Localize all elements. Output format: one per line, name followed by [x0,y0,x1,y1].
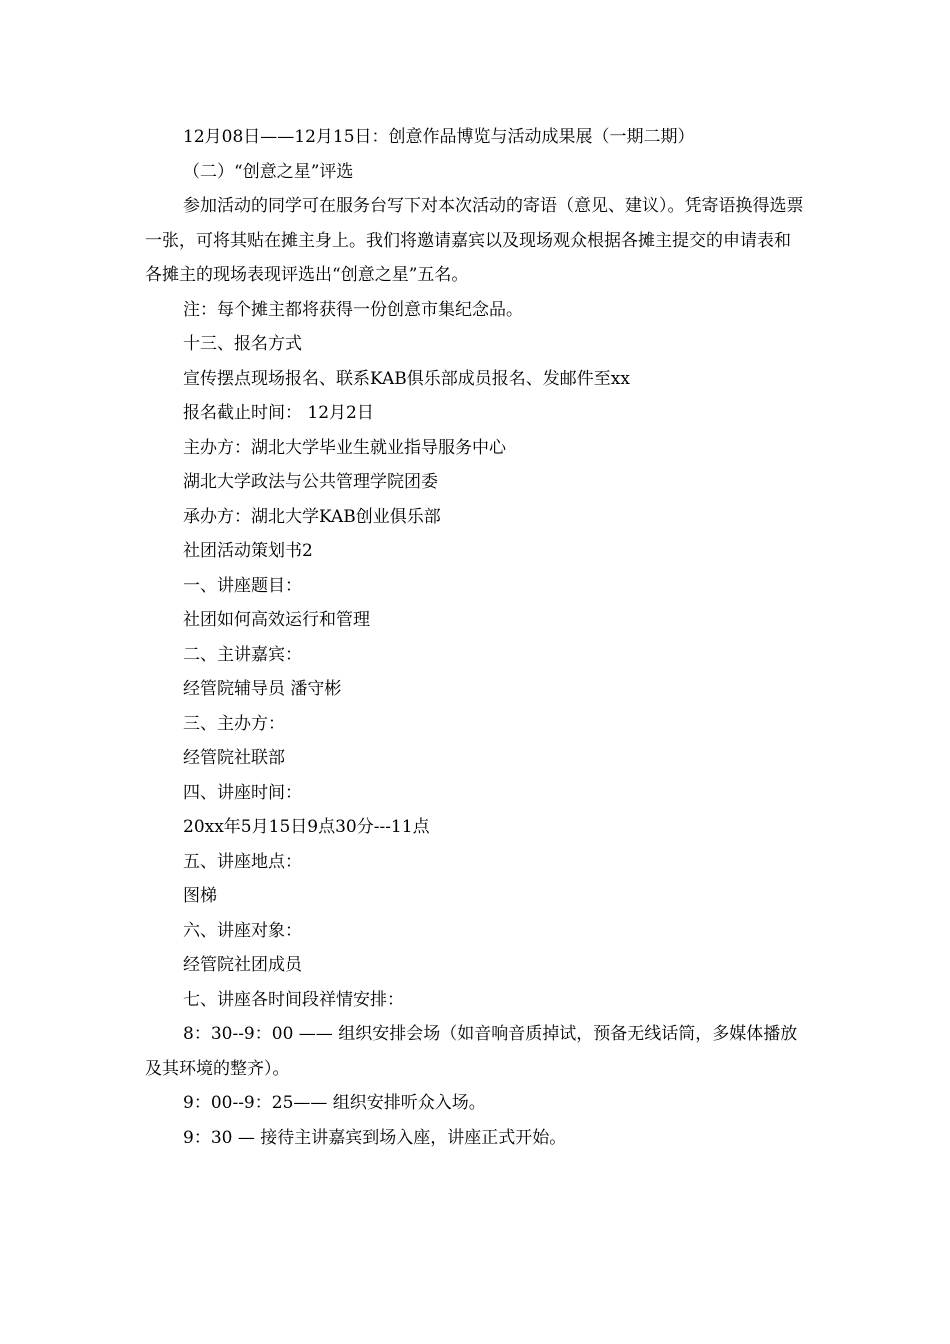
paragraph-organizer: 主办方：湖北大学毕业生就业指导服务中心 [183,437,506,458]
heading-lecture-topic: 一、讲座题目： [183,575,302,596]
paragraph-lecture-time: 20xx年5月15日9点30分---11点 [183,817,430,837]
paragraph-organizer-2: 湖北大学政法与公共管理学院团委 [183,472,438,492]
paragraph-schedule-2: 9：00--9：25—— 组织安排听众入场。 [183,1093,486,1113]
heading-lecture-location: 五、讲座地点： [183,851,302,872]
paragraph-lecture-location: 图梯 [183,886,217,906]
document-page [145,120,805,1155]
paragraph-co-organizer: 承办方：湖北大学KAB创业俱乐部 [183,506,441,527]
paragraph-registration-deadline: 报名截止时间： 12月2日 [183,403,374,423]
heading-lecture-time: 四、讲座时间： [183,782,302,803]
heading-plan-2: 社团活动策划书2 [183,541,313,561]
paragraph-exhibition-date: 12月08日——12月15日：创意作品博览与活动成果展（一期二期） [183,127,695,147]
paragraph-host: 经管院社联部 [183,748,285,768]
heading-speaker: 二、主讲嘉宾： [183,644,302,665]
heading-schedule: 七、讲座各时间段祥情安排： [183,989,404,1010]
paragraph-star-selection-body: 参加活动的同学可在服务台写下对本次活动的寄语（意见、建议）。凭寄语换得选票一张，可将其贴在摊主身上。我们将邀请嘉宾以及现场观众根据各摊主提交的申请表和各摊主的现场表现评选出“创意之星”五名。 [145,196,804,285]
heading-host: 三、主办方： [183,713,285,734]
paragraph-registration-methods: 宣传摆点现场报名、联系KAB俱乐部成员报名、发邮件至xx [183,368,630,389]
paragraph-audience: 经管院社团成员 [183,955,302,975]
paragraph-schedule-1: 8：30--9：00 —— 组织安排会场（如音响音质掉试，预备无线话筒，多媒体播放及其环境的整齐）。 [145,1024,798,1079]
heading-audience: 六、讲座对象： [183,920,302,941]
paragraph-note: 注：每个摊主都将获得一份创意市集纪念品。 [183,299,523,320]
paragraph-lecture-topic: 社团如何高效运行和管理 [183,610,370,630]
paragraph-schedule-3: 9：30 — 接待主讲嘉宾到场入座，讲座正式开始。 [183,1127,567,1148]
paragraph-speaker: 经管院辅导员 潘守彬 [183,679,342,699]
heading-registration: 十三、报名方式 [183,334,302,354]
paragraph-star-selection-heading: （二）“创意之星”评选 [183,161,354,182]
